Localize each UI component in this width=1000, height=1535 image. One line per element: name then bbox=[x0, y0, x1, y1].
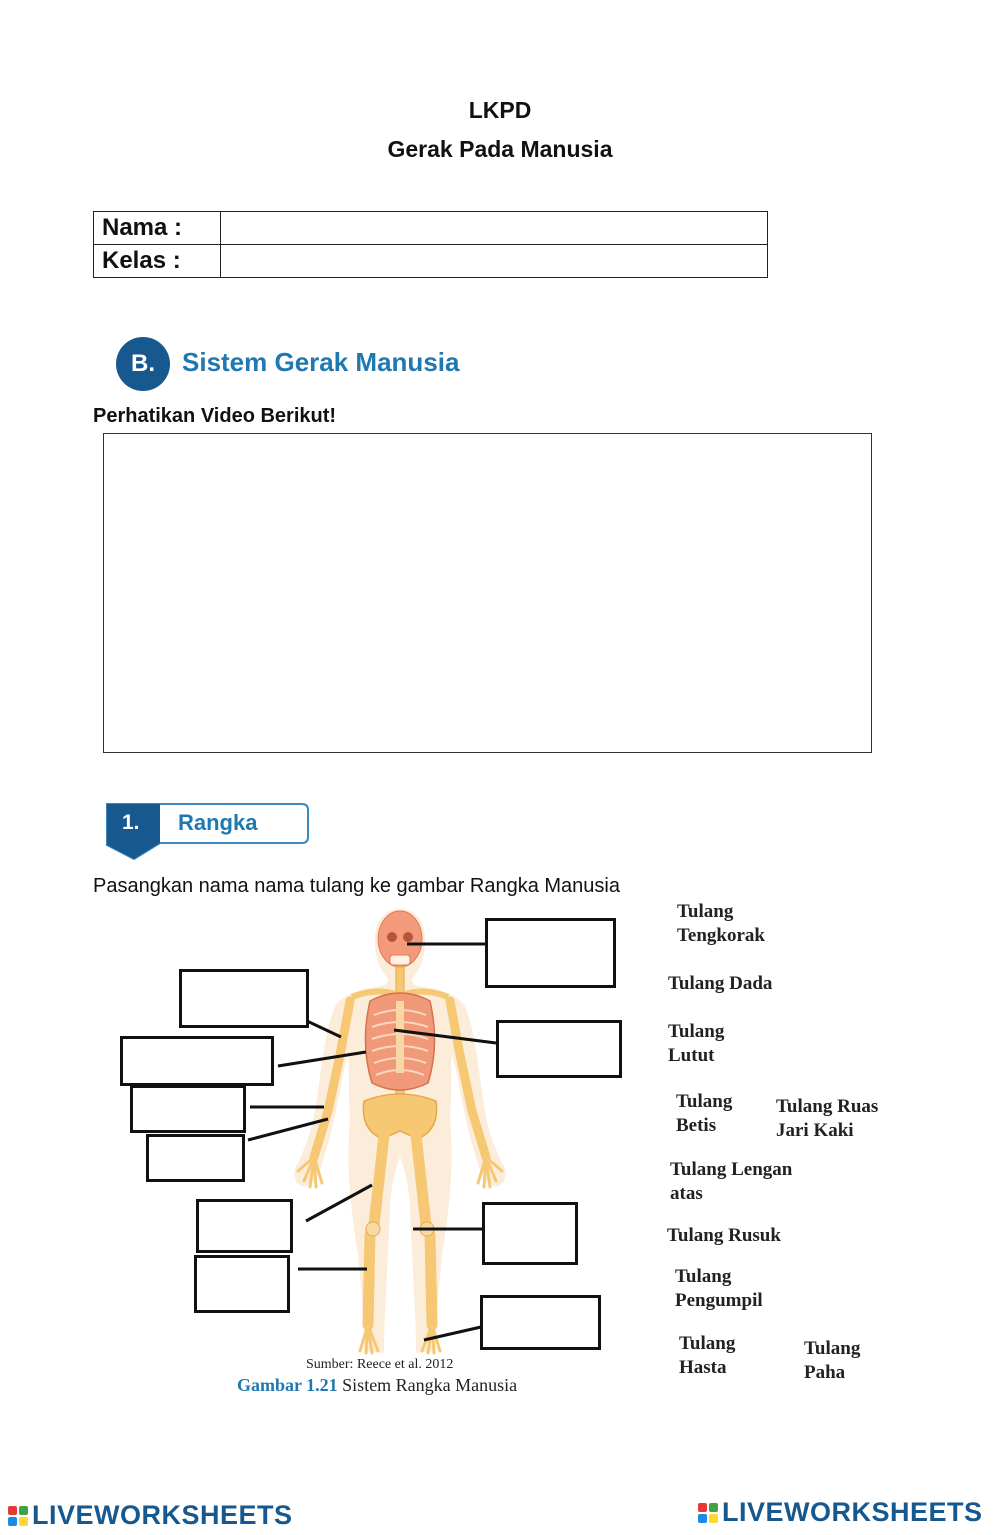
matching-instruction: Pasangkan nama nama tulang ke gambar Rangka Manusia bbox=[93, 875, 620, 897]
section-1-title: Rangka bbox=[178, 810, 258, 835]
word-tulang-rusuk[interactable]: Tulang Rusuk bbox=[667, 1225, 781, 1246]
answer-box-clavicle[interactable] bbox=[179, 969, 309, 1028]
class-label: Kelas : bbox=[94, 245, 221, 278]
answer-box-toes[interactable] bbox=[480, 1295, 601, 1350]
answer-box-ribs[interactable] bbox=[496, 1020, 622, 1078]
section-b-title: Sistem Gerak Manusia bbox=[182, 347, 460, 377]
answer-box-radius[interactable] bbox=[130, 1085, 246, 1133]
video-instruction: Perhatikan Video Berikut! bbox=[93, 405, 337, 427]
section-b-badge: B. bbox=[116, 337, 170, 391]
word-tulang-lutut[interactable]: Tulang Lutut bbox=[668, 1021, 725, 1066]
word-tulang-pengumpil[interactable]: Tulang Pengumpil bbox=[675, 1266, 763, 1311]
section-1-badge: 1. bbox=[122, 811, 140, 834]
word-tulang-dada[interactable]: Tulang Dada bbox=[668, 973, 773, 994]
figure-caption-label: Gambar 1.21 bbox=[237, 1375, 338, 1395]
liveworksheets-logo-right[interactable]: LIVEWORKSHEETS bbox=[698, 1497, 983, 1528]
name-label: Nama : bbox=[94, 212, 221, 245]
word-tulang-tengkorak[interactable]: Tulang Tengkorak bbox=[677, 901, 765, 946]
figure-source: Sumber: Reece et al. 2012 bbox=[306, 1357, 454, 1372]
liveworksheets-icon bbox=[698, 1503, 718, 1523]
answer-box-femur[interactable] bbox=[196, 1199, 293, 1253]
worksheet-title: LKPD bbox=[468, 97, 532, 123]
liveworksheets-icon bbox=[8, 1506, 28, 1526]
answer-box-ulna[interactable] bbox=[146, 1134, 245, 1182]
answer-box-upper-arm[interactable] bbox=[120, 1036, 274, 1086]
answer-box-knee[interactable] bbox=[482, 1202, 578, 1265]
answer-box-skull[interactable] bbox=[485, 918, 616, 988]
figure-caption bbox=[237, 1375, 517, 1396]
figure-caption-text: Sistem Rangka Manusia bbox=[342, 1375, 518, 1395]
word-tulang-lengan-atas[interactable]: Tulang Lengan atas bbox=[670, 1159, 793, 1204]
answer-box-shin[interactable] bbox=[194, 1255, 290, 1313]
word-tulang-ruas-jari-kaki[interactable]: Tulang Ruas Jari Kaki bbox=[776, 1096, 879, 1141]
word-tulang-hasta[interactable]: Tulang Hasta bbox=[679, 1333, 736, 1378]
word-tulang-paha[interactable]: Tulang Paha bbox=[804, 1338, 861, 1383]
liveworksheets-logo-left[interactable]: LIVEWORKSHEETS bbox=[8, 1500, 293, 1531]
worksheet-subtitle: Gerak Pada Manusia bbox=[387, 136, 613, 162]
word-tulang-betis[interactable]: Tulang Betis bbox=[676, 1091, 733, 1136]
